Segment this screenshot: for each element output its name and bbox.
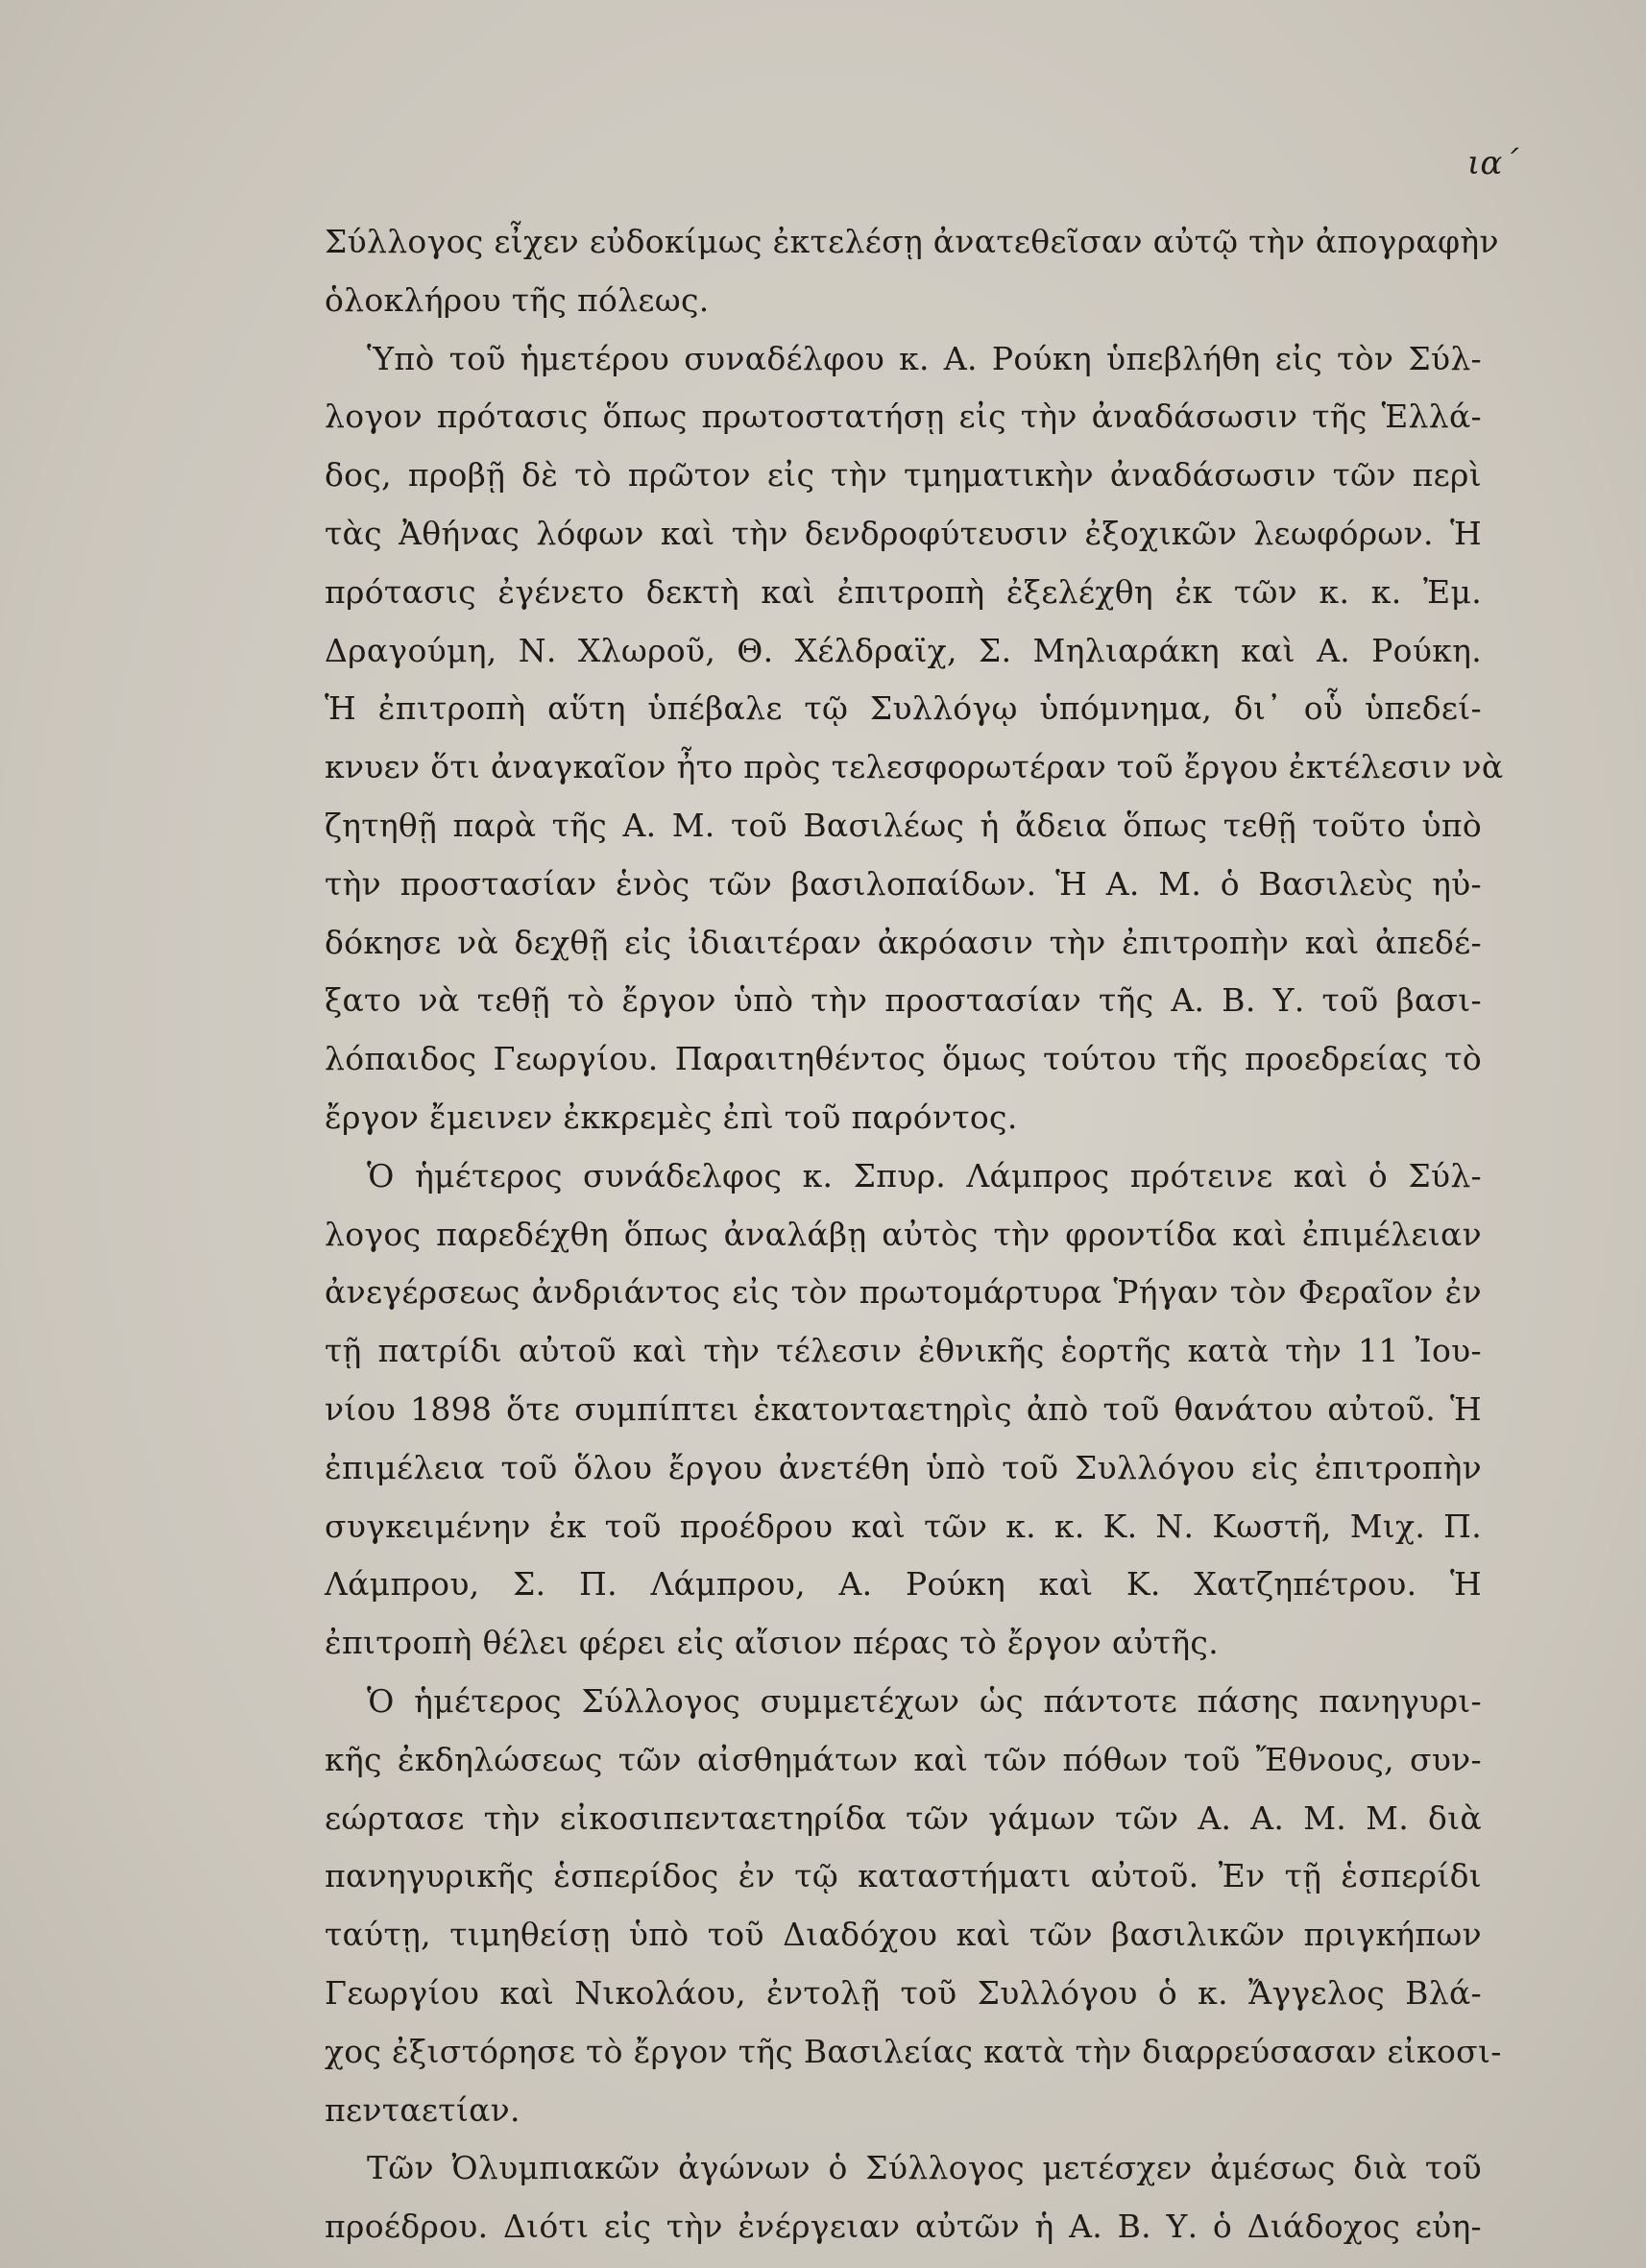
text-line: ταύτῃ, τιμηθείσῃ ὑπὸ τοῦ Διαδόχου καὶ τῶν βασιλικῶν πριγκήπων [325, 1916, 1482, 1954]
text-line: Ὁ ἡμέτερος Σύλλογος συμμετέχων ὡς πάντοτε πάσης πανηγυρι- [367, 1681, 1482, 1720]
text-line: Δραγούμη, Ν. Χλωροῦ, Θ. Χέλδραϊχ, Σ. Μηλιαράκη καὶ Α. Ρούκη. [325, 631, 1482, 669]
text-line: ἐπιμέλεια τοῦ ὅλου ἔργου ἀνετέθη ὑπὸ τοῦ Συλλόγου εἰς ἐπιτροπὴν [325, 1448, 1482, 1486]
text-line: Ὁ ἡμέτερος συνάδελφος κ. Σπυρ. Λάμπρος πρότεινε καὶ ὁ Σύλ- [367, 1156, 1482, 1194]
text-line: πενταετίαν. [325, 2090, 520, 2129]
page-number: ια΄ [1467, 144, 1519, 182]
text-line: πρότασις ἐγένετο δεκτὴ καὶ ἐπιτροπὴ ἐξελέχθη ἐκ τῶν κ. κ. Ἐμ. [325, 572, 1482, 611]
text-line: Γεωργίου καὶ Νικολάου, ἐντολῇ τοῦ Συλλόγου ὁ κ. Ἄγγελος Βλά- [325, 1973, 1482, 2012]
text-line: χος ἐξιστόρησε τὸ ἔργον τῆς Βασιλείας κατὰ τὴν διαρρεύσασαν εἰκοσι- [325, 2032, 1502, 2070]
text-line: ἔργον ἔμεινεν ἐκκρεμὲς ἐπὶ τοῦ παρόντος. [325, 1098, 1018, 1136]
text-line: Σύλλογος εἶχεν εὐδοκίμως ἐκτελέσῃ ἀνατεθεῖσαν αὐτῷ τὴν ἀπογραφὴν [325, 223, 1499, 260]
text-line: συγκειμένην ἐκ τοῦ προέδρου καὶ τῶν κ. κ. Κ. Ν. Κωστῆ, Μιχ. Π. [325, 1507, 1482, 1545]
text-line: ζητηθῇ παρὰ τῆς Α. Μ. τοῦ Βασιλέως ἡ ἄδεια ὅπως τεθῇ τοῦτο ὑπὸ [325, 806, 1482, 844]
text-line: κῆς ἐκδηλώσεως τῶν αἰσθημάτων καὶ τῶν πόθων τοῦ Ἔθνους, συν- [325, 1740, 1482, 1778]
text-line: ἐπιτροπὴ θέλει φέρει εἰς αἴσιον πέρας τὸ ἔργον αὐτῆς. [325, 1624, 1220, 1662]
text-line: ἀνεγέρσεως ἀνδριάντος εἰς τὸν πρωτομάρτυρα Ῥήγαν τὸν Φεραῖον ἐν [325, 1273, 1482, 1312]
text-line: πανηγυρικῆς ἑσπερίδος ἐν τῷ καταστήματι αὐτοῦ. Ἐν τῇ ἑσπερίδι [325, 1857, 1482, 1895]
text-line: λόπαιδος Γεωργίου. Παραιτηθέντος ὅμως τούτου τῆς προεδρείας τὸ [325, 1040, 1482, 1078]
text-line: νίου 1898 ὅτε συμπίπτει ἑκατονταετηρὶς ἀπὸ τοῦ θανάτου αὐτοῦ. Ἡ [325, 1389, 1482, 1428]
text-line: λογος παρεδέχθη ὅπως ἀναλάβῃ αὐτὸς τὴν φροντίδα καὶ ἐπιμέλειαν [325, 1215, 1482, 1253]
text-line: δος, προβῇ δὲ τὸ πρῶτον εἰς τὴν τμηματικὴν ἀναδάσωσιν τῶν περὶ [325, 456, 1482, 495]
text-block [325, 213, 1504, 2256]
text-line: τὰς Ἀθήνας λόφων καὶ τὴν δενδροφύτευσιν ἐξοχικῶν λεωφόρων. Ἡ [325, 514, 1482, 552]
text-line: Ὑπὸ τοῦ ἡμετέρου συναδέλφου κ. Α. Ρούκη ὑπεβλήθη εἰς τὸν Σύλ- [367, 339, 1482, 377]
text-line: δόκησε νὰ δεχθῇ εἰς ἰδιαιτέραν ἀκρόασιν τὴν ἐπιτροπὴν καὶ ἀπεδέ- [325, 923, 1482, 961]
text-line: Τῶν Ὀλυμπιακῶν ἀγώνων ὁ Σύλλογος μετέσχεν ἀμέσως διὰ τοῦ [367, 2149, 1482, 2187]
text-line: προέδρου. Διότι εἰς τὴν ἐνέργειαν αὐτῶν ἡ Α. Β. Υ. ὁ Διάδοχος εὐη- [325, 2208, 1482, 2246]
text-line: Ἡ ἐπιτροπὴ αὕτη ὑπέβαλε τῷ Συλλόγῳ ὑπόμνημα, δι᾽ οὗ ὑπεδεί- [325, 689, 1482, 728]
text-line: Λάμπρου, Σ. Π. Λάμπρου, Α. Ρούκη καὶ Κ. Χατζηπέτρου. Ἡ [325, 1565, 1482, 1604]
text-line: λογον πρότασις ὅπως πρωτοστατήσῃ εἰς τὴν ἀναδάσωσιν τῆς Ἑλλά- [325, 398, 1482, 436]
text-line: ξατο νὰ τεθῇ τὸ ἔργον ὑπὸ τὴν προστασίαν τῆς Α. Β. Υ. τοῦ βασι- [325, 981, 1482, 1020]
text-line: τῇ πατρίδι αὐτοῦ καὶ τὴν τέλεσιν ἐθνικῆς ἑορτῆς κατὰ τὴν 11 Ἰου- [325, 1332, 1482, 1370]
text-line: ὁλοκλήρου τῆς πόλεως. [325, 280, 710, 319]
text-line: κνυεν ὅτι ἀναγκαῖον ἦτο πρὸς τελεσφορωτέραν τοῦ ἔργου ἐκτέλεσιν νὰ [325, 748, 1504, 786]
text-line: τὴν προστασίαν ἑνὸς τῶν βασιλοπαίδων. Ἡ Α. Μ. ὁ Βασιλεὺς ηὐ- [325, 864, 1482, 903]
text-line: εώρτασε τὴν εἰκοσιπενταετηρίδα τῶν γάμων τῶν Α. Α. Μ. Μ. διὰ [325, 1798, 1482, 1837]
